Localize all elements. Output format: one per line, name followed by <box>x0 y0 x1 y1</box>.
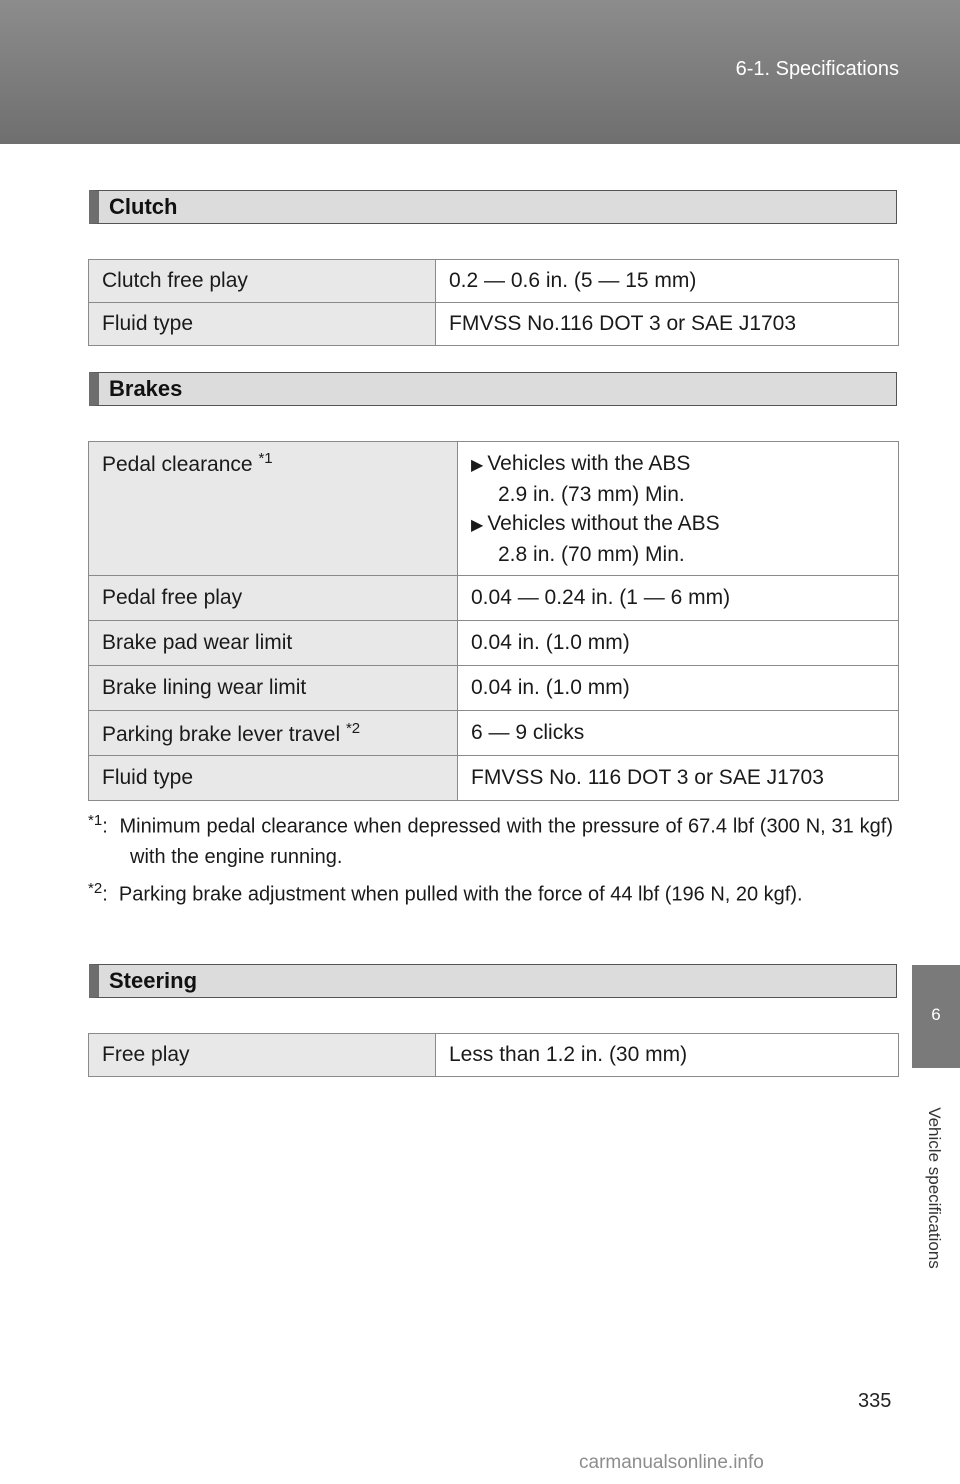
triangle-bullet-icon: ▶ <box>471 517 484 534</box>
spec-value: 0.04 in. (1.0 mm) <box>458 666 899 711</box>
clutch-title: Clutch <box>109 194 178 219</box>
spec-key: Clutch free play <box>89 260 436 303</box>
table-row <box>89 1034 899 1077</box>
brakes-section-header <box>89 372 897 406</box>
spec-value <box>458 442 899 576</box>
chapter-label: Vehicle specifications <box>925 1106 944 1269</box>
brakes-title: Brakes <box>109 376 183 401</box>
spec-key: Free play <box>89 1034 436 1077</box>
brakes-table <box>88 441 899 801</box>
option-value: 2.9 in. (73 mm) Min. <box>498 483 685 506</box>
footnote-ref: *2 <box>345 719 361 737</box>
table-row <box>89 711 899 756</box>
spec-value: 0.04 in. (1.0 mm) <box>458 621 899 666</box>
page-number: 335 <box>858 1390 892 1412</box>
header-band <box>0 0 960 144</box>
footnote-text: Parking brake adjustment when pulled with the force of 44 lbf (196 N, 20 kgf). <box>118 883 803 906</box>
table-row <box>89 442 899 576</box>
spec-value: FMVSS No. 116 DOT 3 or SAE J1703 <box>458 756 899 801</box>
spec-value: Less than 1.2 in. (30 mm) <box>436 1034 899 1077</box>
steering-table <box>88 1033 899 1077</box>
footnote-mark: *2 <box>88 880 103 897</box>
spec-key: Brake pad wear limit <box>89 621 458 666</box>
chapter-number: 6 <box>931 1005 941 1024</box>
spec-value: 0.04 — 0.24 in. (1 — 6 mm) <box>458 576 899 621</box>
table-row <box>89 260 899 303</box>
table-row <box>89 666 899 711</box>
footnote-mark: *1 <box>88 812 103 829</box>
chapter-tab[interactable] <box>912 965 960 1068</box>
steering-section-header <box>89 964 897 998</box>
list-item: ▶ Vehicles without the ABS <box>471 509 885 540</box>
clutch-table <box>88 259 899 346</box>
spec-key: Fluid type <box>89 303 436 346</box>
clutch-section-header <box>89 190 897 224</box>
spec-key: Fluid type <box>89 756 458 801</box>
spec-key: Pedal free play <box>89 576 458 621</box>
table-row <box>89 621 899 666</box>
section-heading: 6-1. Specifications <box>735 58 899 80</box>
triangle-bullet-icon: ▶ <box>471 457 484 474</box>
spec-key: Parking brake lever travel $^{*2}$ <box>89 711 458 756</box>
footnote: $^{*2}$: Parking brake adjustment when pulled with the force of 44 lbf (196 N, 20 kgf). <box>88 880 803 906</box>
footnote-ref: *1 <box>258 450 273 467</box>
spec-key: Pedal clearance $^{*1}$ <box>89 442 458 576</box>
steering-title: Steering <box>109 968 198 993</box>
table-row <box>89 303 899 346</box>
footnote-text: Minimum pedal clearance when depressed with the pressure of 67.4 lbf (300 N, 31 kgf) with the engine running. <box>119 815 894 868</box>
spec-value: FMVSS No.116 DOT 3 or SAE J1703 <box>436 303 899 346</box>
list-item: ▶ Vehicles with the ABS <box>471 449 885 480</box>
watermark-link[interactable]: carmanualsonline.info <box>579 1452 764 1473</box>
table-row <box>89 756 899 801</box>
spec-value: 6 — 9 clicks <box>458 711 899 756</box>
table-row <box>89 576 899 621</box>
spec-key: Brake lining wear limit <box>89 666 458 711</box>
footnote: $^{*1}$: Minimum pedal clearance when depressed with the pressure of 67.4 lbf (300 N, 31 kgf) with the engine running. <box>88 812 894 868</box>
spec-value: 0.2 — 0.6 in. (5 — 15 mm) <box>436 260 899 303</box>
option-value: 2.8 in. (70 mm) Min. <box>498 543 685 566</box>
